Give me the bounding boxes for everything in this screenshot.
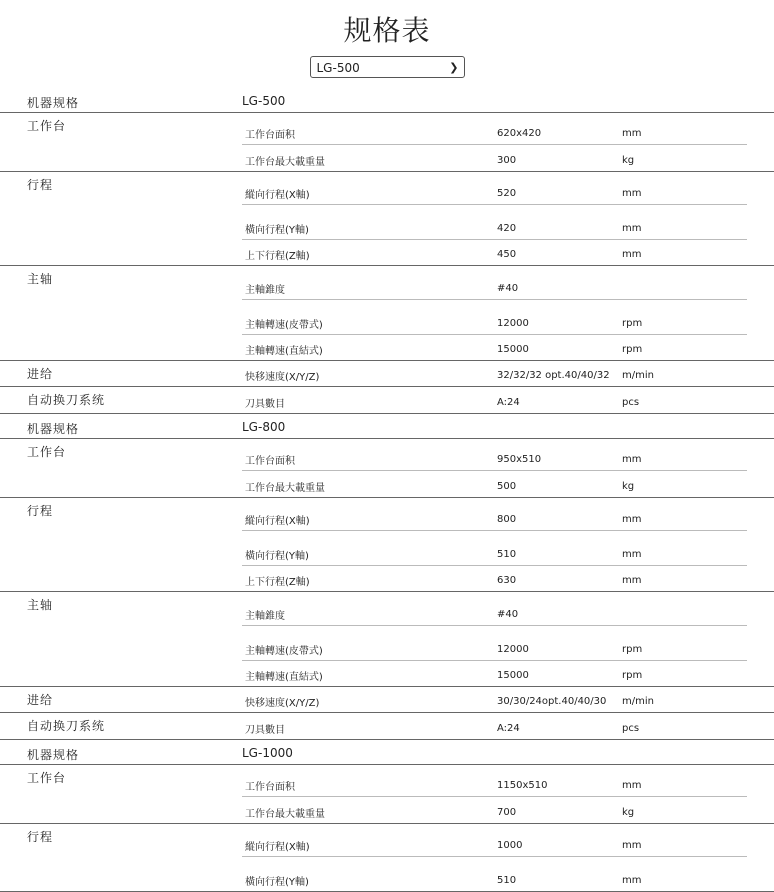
spec-group: [0, 172, 774, 266]
spec-group: [0, 266, 774, 361]
spec-item-unit: mm: [622, 875, 642, 886]
spec-group-label: 进给: [27, 367, 54, 381]
spec-group-label: 主轴: [27, 272, 54, 286]
spec-group: [0, 765, 774, 824]
spec-item-name: 工作台最大載重量: [245, 483, 325, 494]
spec-item-value: 1000: [497, 840, 523, 851]
spec-model-name: LG-800: [242, 420, 286, 434]
spec-item-value: 12000: [497, 318, 529, 329]
spec-item-value: 450: [497, 249, 517, 260]
spec-item-name: 刀具數目: [245, 399, 285, 410]
spec-item-unit: kg: [622, 155, 635, 166]
spec-group-label: 工作台: [27, 445, 67, 459]
spec-row: [242, 824, 747, 856]
spec-row: [242, 299, 747, 334]
spec-group-label: 行程: [27, 178, 54, 192]
spec-row: [242, 334, 747, 360]
spec-item-unit: mm: [622, 249, 642, 260]
spec-header-label: 机器规格: [27, 96, 80, 110]
spec-item-value: 32/32/32 opt.40/40/32: [497, 370, 610, 381]
spec-item-name: 主軸轉速(皮帶式): [245, 320, 323, 331]
model-select[interactable]: [310, 56, 465, 78]
spec-item-unit: mm: [622, 188, 642, 199]
spec-item-unit: pcs: [622, 397, 640, 408]
spec-item-unit: rpm: [622, 644, 643, 655]
spec-group: [0, 113, 774, 172]
spec-group: [0, 498, 774, 592]
spec-item-value: 1150x510: [497, 780, 548, 791]
spec-row: [242, 530, 747, 565]
spec-group-label: 行程: [27, 504, 54, 518]
spec-row: [242, 660, 747, 686]
spec-model-name: LG-500: [242, 94, 286, 108]
page-title: 规格表: [343, 14, 431, 47]
spec-row: [242, 625, 747, 660]
spec-group: [0, 687, 774, 713]
spec-header-row: [0, 88, 774, 113]
spec-item-name: 縱向行程(X軸): [245, 516, 310, 527]
spec-group-label: 工作台: [27, 771, 67, 785]
spec-item-name: 工作台最大載重量: [245, 157, 325, 168]
spec-item-value: 300: [497, 155, 517, 166]
spec-item-unit: mm: [622, 840, 642, 851]
spec-item-name: 工作台面积: [245, 782, 295, 793]
spec-row: [242, 765, 747, 796]
spec-item-unit: mm: [622, 549, 642, 560]
spec-group: [0, 824, 774, 892]
spec-item-value: 700: [497, 807, 517, 818]
spec-item-name: 縱向行程(X軸): [245, 190, 310, 201]
spec-item-name: 主軸轉速(直結式): [245, 346, 323, 357]
spec-item-name: 縱向行程(X軸): [245, 842, 310, 853]
spec-group: [0, 361, 774, 387]
spec-item-value: 15000: [497, 670, 529, 681]
chevron-down-icon: ❯: [449, 61, 459, 74]
spec-item-name: 主軸轉速(直結式): [245, 672, 323, 683]
spec-item-value: 15000: [497, 344, 529, 355]
spec-row: [242, 687, 747, 712]
spec-group: [0, 439, 774, 498]
spec-row: [242, 796, 747, 823]
spec-item-unit: mm: [622, 454, 642, 465]
spec-item-name: 橫向行程(Y軸): [245, 877, 309, 888]
spec-item-value: 420: [497, 223, 517, 234]
spec-model-name: LG-1000: [242, 746, 293, 760]
spec-item-unit: pcs: [622, 723, 640, 734]
spec-row: [242, 856, 747, 891]
spec-row: [242, 113, 747, 144]
spec-item-name: 主軸錐度: [245, 285, 285, 296]
spec-item-unit: m/min: [622, 370, 654, 381]
spec-item-name: 工作台面积: [245, 130, 295, 141]
spec-row: [242, 361, 747, 386]
spec-row: [242, 144, 747, 171]
spec-item-name: 刀具數目: [245, 725, 285, 736]
spec-row: [242, 204, 747, 239]
spec-item-unit: mm: [622, 223, 642, 234]
spec-row: [242, 713, 747, 739]
spec-item-unit: rpm: [622, 318, 643, 329]
spec-item-name: 快移速度(X/Y/Z): [245, 372, 320, 383]
spec-group: [0, 713, 774, 740]
spec-item-name: 橫向行程(Y軸): [245, 225, 309, 236]
spec-item-unit: mm: [622, 780, 642, 791]
spec-row: [242, 172, 747, 204]
spec-item-unit: mm: [622, 128, 642, 139]
spec-item-value: 950x510: [497, 454, 542, 465]
spec-item-value: #40: [497, 609, 519, 620]
spec-item-value: A:24: [497, 397, 520, 408]
spec-item-value: 620x420: [497, 128, 542, 139]
spec-item-value: 30/30/24opt.40/40/30: [497, 696, 607, 707]
spec-item-value: 500: [497, 481, 517, 492]
spec-item-unit: mm: [622, 575, 642, 586]
spec-item-value: 800: [497, 514, 517, 525]
spec-group-label: 自动换刀系统: [27, 719, 106, 733]
spec-item-unit: mm: [622, 514, 642, 525]
spec-group-label: 进给: [27, 693, 54, 707]
spec-item-unit: rpm: [622, 670, 643, 681]
spec-item-name: 工作台最大載重量: [245, 809, 325, 820]
spec-row: [242, 239, 747, 265]
spec-item-name: 橫向行程(Y軸): [245, 551, 309, 562]
spec-item-value: A:24: [497, 723, 520, 734]
spec-item-name: 上下行程(Z軸): [245, 251, 310, 262]
spec-header-row: [0, 740, 774, 765]
spec-row: [242, 266, 747, 299]
spec-item-value: #40: [497, 283, 519, 294]
spec-group: [0, 387, 774, 414]
spec-row: [242, 387, 747, 413]
spec-item-unit: kg: [622, 807, 635, 818]
spec-item-name: 快移速度(X/Y/Z): [245, 698, 320, 709]
spec-group-label: 工作台: [27, 119, 67, 133]
spec-item-unit: m/min: [622, 696, 654, 707]
spec-header-label: 机器规格: [27, 748, 80, 762]
spec-item-value: 630: [497, 575, 517, 586]
spec-item-value: 510: [497, 875, 517, 886]
spec-row: [242, 470, 747, 497]
spec-item-name: 工作台面积: [245, 456, 295, 467]
spec-row: [242, 439, 747, 470]
spec-header-row: [0, 414, 774, 439]
model-select-value: LG-500: [316, 61, 360, 75]
spec-item-value: 12000: [497, 644, 529, 655]
spec-item-unit: kg: [622, 481, 635, 492]
spec-row: [242, 565, 747, 591]
spec-item-unit: rpm: [622, 344, 643, 355]
spec-header-label: 机器规格: [27, 422, 80, 436]
spec-group-label: 行程: [27, 830, 54, 844]
spec-row: [242, 498, 747, 530]
spec-group: [0, 592, 774, 687]
spec-group-label: 主轴: [27, 598, 54, 612]
spec-row: [242, 592, 747, 625]
spec-item-name: 主軸轉速(皮帶式): [245, 646, 323, 657]
spec-item-name: 主軸錐度: [245, 611, 285, 622]
spec-table: [0, 88, 774, 892]
spec-item-name: 上下行程(Z軸): [245, 577, 310, 588]
spec-item-value: 520: [497, 188, 517, 199]
spec-item-value: 510: [497, 549, 517, 560]
spec-group-label: 自动换刀系统: [27, 393, 106, 407]
